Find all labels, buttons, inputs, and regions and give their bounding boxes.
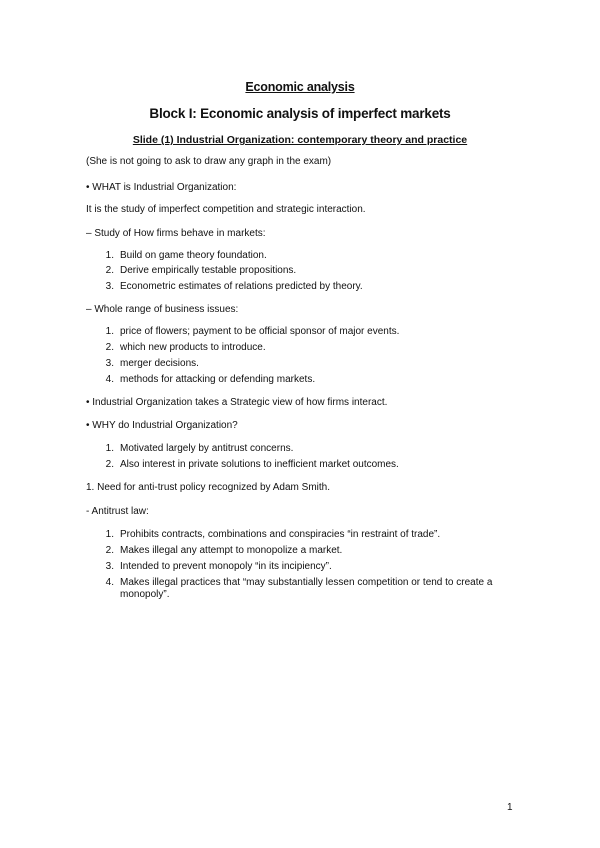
list-item: 1. Motivated largely by antitrust concerns. xyxy=(105,443,294,454)
list-item: 3. Intended to prevent monopoly “in its incipiency”. xyxy=(105,561,332,572)
exam-note: (She is not going to ask to draw any graph in the exam) xyxy=(86,156,332,167)
slide-title: Slide (1) Industrial Organization: contemporary theory and practice xyxy=(132,134,468,146)
definition-text: It is the study of imperfect competition and strategic interaction. xyxy=(86,204,366,215)
list-item: 2. Also interest in private solutions to inefficient market outcomes. xyxy=(105,459,399,470)
list-item: 4. Makes illegal practices that “may substantially lessen competition or tend to create a monopoly”. xyxy=(105,577,493,600)
what-heading: • WHAT is Industrial Organization: xyxy=(86,182,237,193)
block-title: Block I: Economic analysis of imperfect markets xyxy=(149,106,451,121)
list-item: 3. merger decisions. xyxy=(105,358,199,369)
list-item: 1. Prohibits contracts, combinations and conspiracies “in restraint of trade”. xyxy=(105,529,441,540)
antitrust-heading: - Antitrust law: xyxy=(86,506,149,517)
why-heading: • WHY do Industrial Organization? xyxy=(86,420,238,431)
list-item: 3. Econometric estimates of relations predicted by theory. xyxy=(105,281,363,292)
strategic-line: • Industrial Organization takes a Strategic view of how firms interact. xyxy=(86,397,388,408)
document-title: Economic analysis xyxy=(245,80,355,94)
list-item: 2. which new products to introduce. xyxy=(105,342,266,353)
need-line: 1. Need for anti-trust policy recognized by Adam Smith. xyxy=(86,482,331,493)
list-item: 2. Derive empirically testable propositions. xyxy=(105,265,297,276)
list-item: 2. Makes illegal any attempt to monopolize a market. xyxy=(105,545,343,556)
list-item: 1. price of flowers; payment to be official sponsor of major events. xyxy=(105,326,400,337)
study-heading: – Study of How firms behave in markets: xyxy=(86,228,266,239)
range-heading: – Whole range of business issues: xyxy=(86,304,239,315)
list-item: 1. Build on game theory foundation. xyxy=(105,250,267,261)
page-number: 1 xyxy=(507,802,513,813)
list-item: 4. methods for attacking or defending markets. xyxy=(105,374,316,385)
